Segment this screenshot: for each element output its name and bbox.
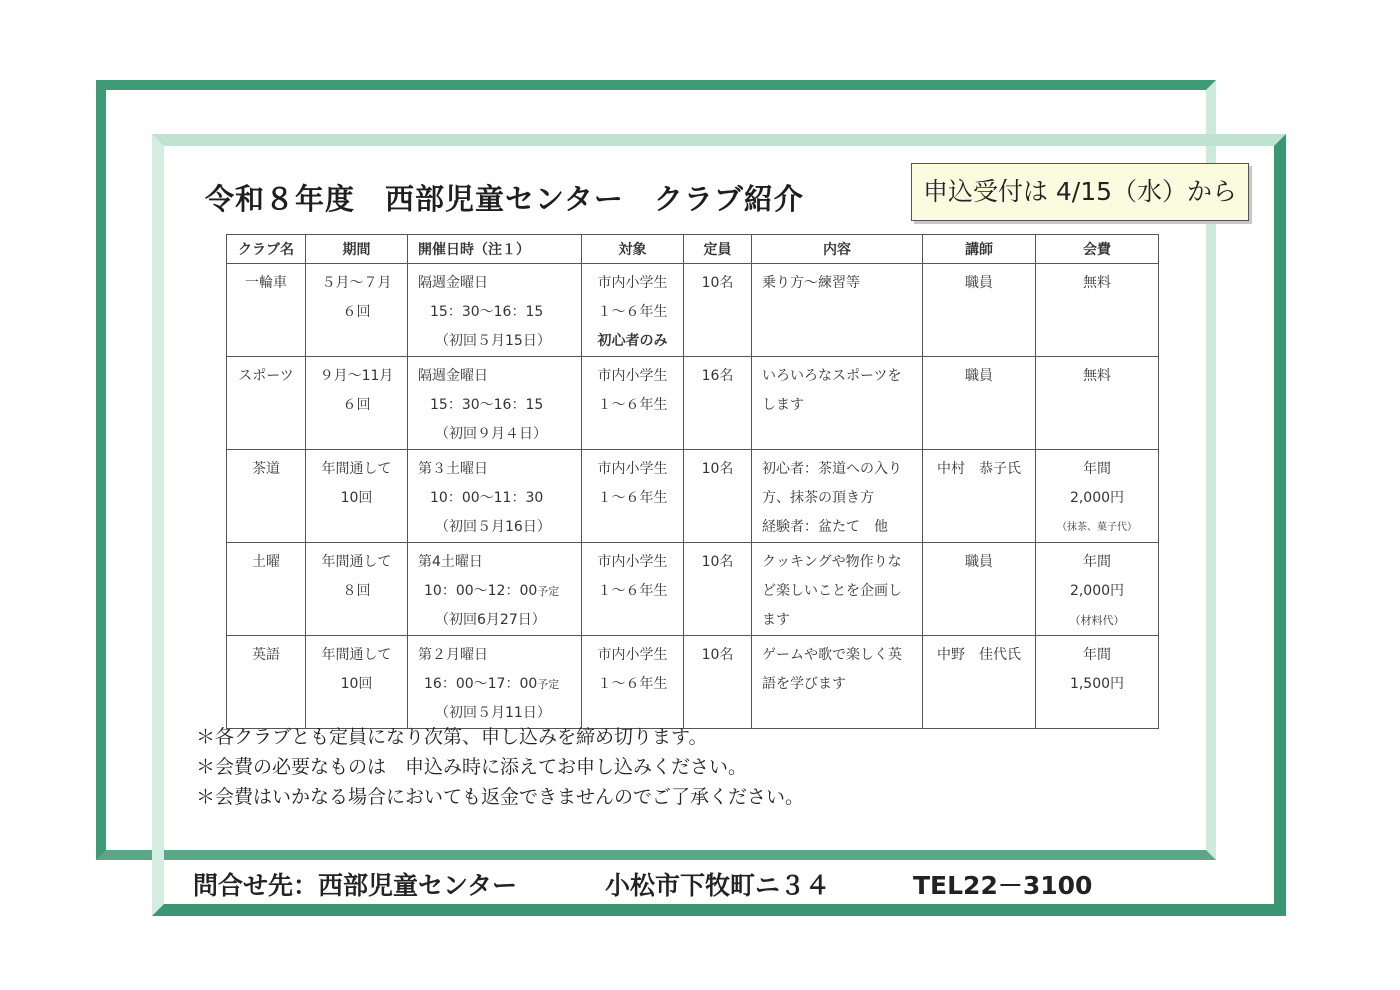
target-grade: １～６年生 <box>597 397 668 413</box>
session-count: ８回 <box>342 583 371 599</box>
target-group: 市内小学生 <box>597 647 668 663</box>
fee-line: 年間 <box>1083 647 1111 663</box>
header-target: 対象 <box>582 235 684 264</box>
target-group: 市内小学生 <box>597 368 668 384</box>
contact-address: 小松市下牧町ニ３４ <box>605 871 831 900</box>
schedule-day: 第２月曜日 <box>418 647 488 663</box>
schedule-first-date: （初回５月15日） <box>435 333 551 349</box>
header-club-name: クラブ名 <box>227 235 306 264</box>
fee-line: 年間 <box>1083 554 1111 570</box>
target-beginners-only: 初心者のみ <box>597 333 668 349</box>
content-line: 乗り方～練習等 <box>762 275 860 291</box>
table-header-row <box>227 235 1159 264</box>
application-notice: 申込受付は 4/15（水）から <box>911 163 1249 221</box>
note-item: ＊会費はいかなる場合においても返金できませんのでご了承ください。 <box>196 786 805 808</box>
fee-line: 無料 <box>1083 368 1111 384</box>
fee-amount: 1,500円 <box>1069 676 1125 692</box>
target-group: 市内小学生 <box>597 275 668 291</box>
period-range: ９月～11月 <box>319 368 394 384</box>
content-line: ど楽しいことを企画し <box>762 583 902 599</box>
contact-label: 問合せ先：西部児童センター <box>193 871 518 900</box>
target-grade: １～６年生 <box>597 676 668 692</box>
schedule-first-date: （初回５月11日） <box>435 705 551 721</box>
fee-note: （抹茶、菓子代） <box>1057 522 1137 533</box>
note-item: ＊各クラブとも定員になり次第、申し込みを締め切ります。 <box>196 726 708 748</box>
schedule-tentative-mark: 予定 <box>537 678 560 691</box>
schedule-first-date: （初回6月27日） <box>435 612 546 628</box>
content-line: します <box>762 397 804 413</box>
instructor: 職員 <box>965 554 993 570</box>
capacity: 16名 <box>701 368 734 384</box>
content-line: ゲームや歌で楽しく英 <box>762 647 902 663</box>
schedule-day: 隔週金曜日 <box>418 275 488 291</box>
header-fee: 会費 <box>1036 235 1159 264</box>
target-group: 市内小学生 <box>597 461 668 477</box>
header-instructor: 講師 <box>923 235 1036 264</box>
schedule-time: 10：00～12：00 <box>424 583 538 599</box>
schedule-time-line <box>408 577 581 606</box>
content-line: いろいろなスポーツを <box>762 368 902 384</box>
fee-line: 無料 <box>1083 275 1111 291</box>
session-count: 10回 <box>340 676 373 692</box>
period-range: ５月～７月 <box>321 275 392 291</box>
instructor: 中村 恭子氏 <box>937 461 1021 477</box>
fee-line: 年間 <box>1083 461 1111 477</box>
instructor: 職員 <box>965 368 993 384</box>
session-count: ６回 <box>342 397 371 413</box>
target-grade: １～６年生 <box>597 490 668 506</box>
session-count: 10回 <box>340 490 373 506</box>
target-grade: １～６年生 <box>597 304 668 320</box>
fee-amount: 2,000円 <box>1069 490 1125 506</box>
schedule-time: 16：00～17：00 <box>424 676 538 692</box>
content-line: 語を学びます <box>762 676 846 692</box>
schedule-time: 15：30～16：15 <box>430 397 544 413</box>
club-name: 英語 <box>252 647 280 663</box>
instructor: 職員 <box>965 275 993 291</box>
club-name: スポーツ <box>238 368 294 384</box>
content-line: ます <box>762 612 790 628</box>
content-line: 方、抹茶の頂き方 <box>762 490 874 506</box>
header-capacity: 定員 <box>684 235 752 264</box>
schedule-day: 隔週金曜日 <box>418 368 488 384</box>
schedule-time: 15：30～16：15 <box>430 304 544 320</box>
club-name: 一輪車 <box>245 275 287 291</box>
capacity: 10名 <box>701 275 734 291</box>
content-line: 初心者：茶道への入り <box>762 461 902 477</box>
notes-list <box>196 722 804 812</box>
table-row <box>227 264 1159 357</box>
schedule-day: 第３土曜日 <box>418 461 488 477</box>
schedule-tentative-mark: 予定 <box>537 585 560 598</box>
instructor: 中野 佳代氏 <box>937 647 1021 663</box>
period-range: 年間通して <box>321 554 392 570</box>
contact-tel: TEL22－3100 <box>913 871 1093 900</box>
header-content: 内容 <box>752 235 923 264</box>
club-name: 土曜 <box>252 554 280 570</box>
schedule-time: 10：00～11：30 <box>430 490 544 506</box>
header-schedule: 開催日時（注１） <box>408 235 582 264</box>
table-row <box>227 636 1159 729</box>
session-count: ６回 <box>342 304 371 320</box>
header-period: 期間 <box>306 235 408 264</box>
club-name: 茶道 <box>252 461 280 477</box>
schedule-first-date: （初回５月16日） <box>435 519 551 535</box>
note-item: ＊会費の必要なものは 申込み時に添えてお申し込みください。 <box>196 756 748 778</box>
table-row <box>227 357 1159 450</box>
fee-amount: 2,000円 <box>1069 583 1125 599</box>
capacity: 10名 <box>701 554 734 570</box>
target-grade: １～６年生 <box>597 583 668 599</box>
content-line: クッキングや物作りな <box>762 554 902 570</box>
club-table <box>226 234 1159 729</box>
target-group: 市内小学生 <box>597 554 668 570</box>
fee-note: （材料代） <box>1069 614 1125 627</box>
page-title: 令和８年度 西部児童センター クラブ紹介 <box>205 182 804 216</box>
schedule-first-date: （初回９月４日） <box>435 426 547 442</box>
table-row <box>227 450 1159 543</box>
capacity: 10名 <box>701 647 734 663</box>
table-row <box>227 543 1159 636</box>
capacity: 10名 <box>701 461 734 477</box>
content-line: 経験者：盆たて 他 <box>762 519 888 535</box>
period-range: 年間通して <box>321 461 392 477</box>
schedule-day: 第4土曜日 <box>418 554 483 570</box>
period-range: 年間通して <box>321 647 392 663</box>
schedule-time-line <box>408 670 581 699</box>
